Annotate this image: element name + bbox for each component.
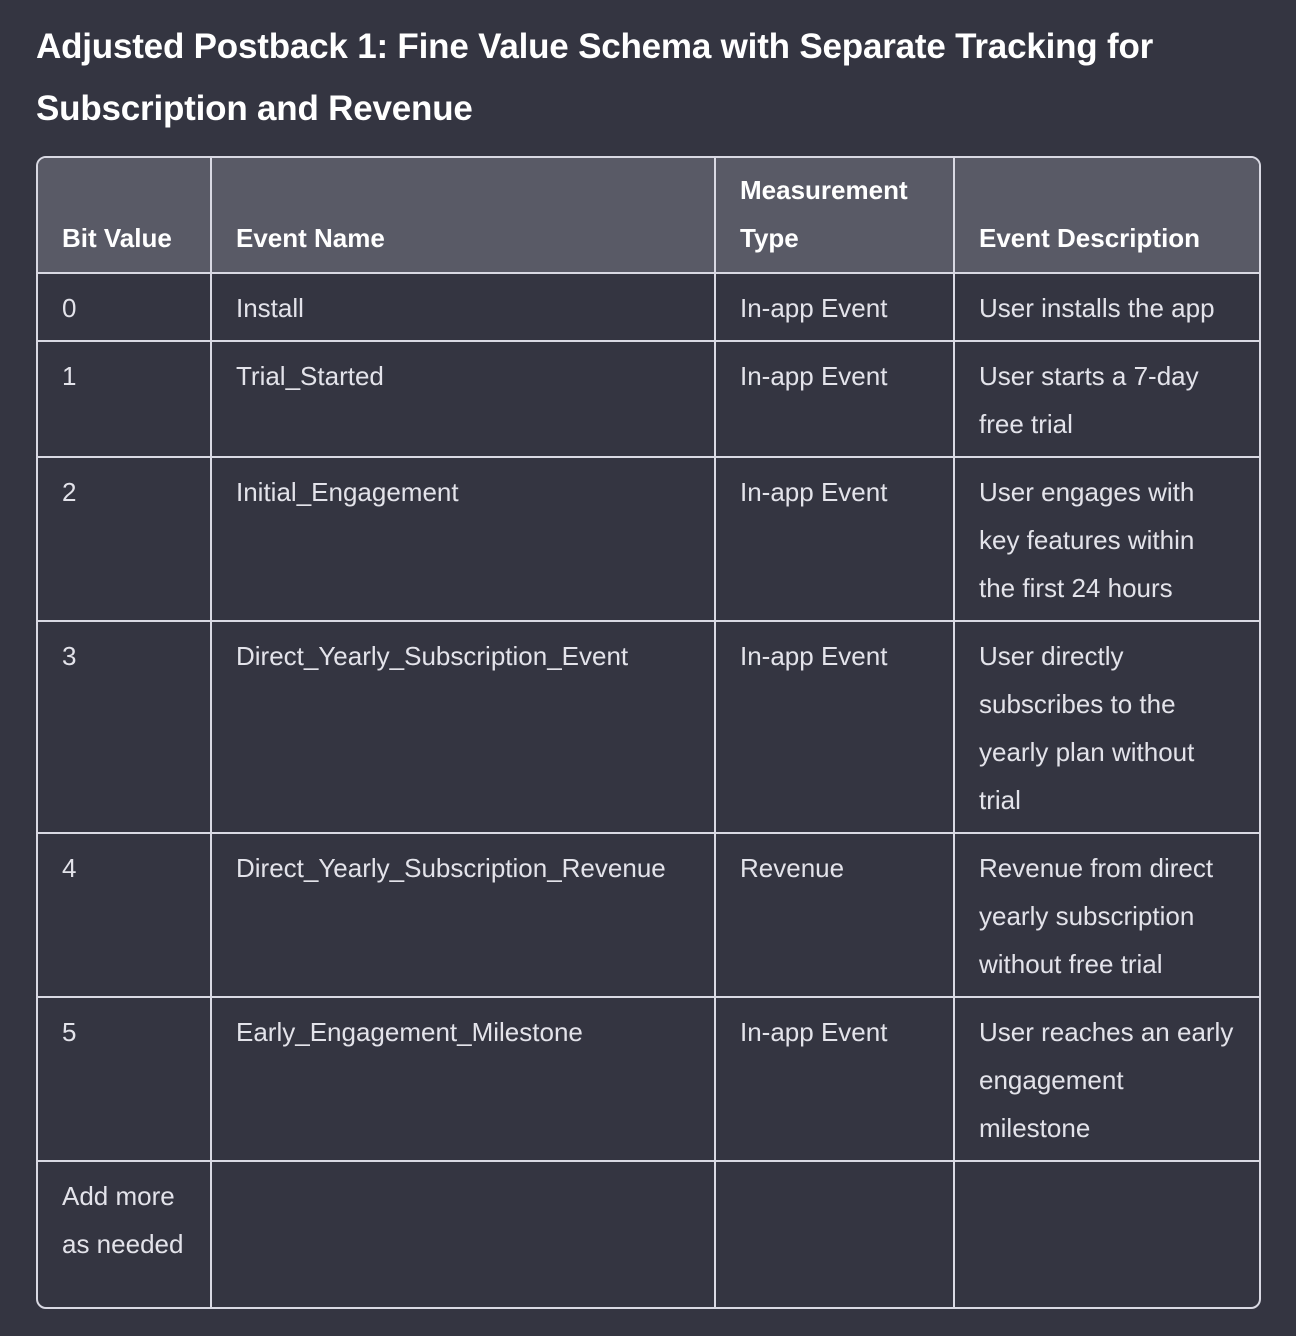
cell-bit-value: 4 [38,833,211,997]
schema-table-container [36,156,1261,1309]
cell-event-name: Direct_Yearly_Subscription_Revenue [211,833,715,997]
table-row [38,1161,1259,1309]
cell-event-name: Install [211,273,715,341]
section-heading: Adjusted Postback 1: Fine Value Schema with Separate Tracking for Subscription and Revenue [36,27,1154,128]
header-event-name: Event Name [211,158,715,273]
cell-measurement-type: In-app Event [715,341,954,457]
cell-bit-value: Add more as needed [38,1161,211,1309]
table-row [38,273,1259,341]
cell-measurement-type: In-app Event [715,997,954,1161]
cell-measurement-type: In-app Event [715,457,954,621]
cell-event-name [211,1161,715,1309]
cell-event-description: Revenue from direct yearly subscription without free trial [954,833,1259,997]
header-measurement-type: Measurement Type [715,158,954,273]
cell-measurement-type: Revenue [715,833,954,997]
cell-event-description: User starts a 7-day free trial [954,341,1259,457]
table-row [38,833,1259,997]
table-row [38,457,1259,621]
header-bit-value: Bit Value [38,158,211,273]
table-row [38,341,1259,457]
schema-table [38,158,1259,1309]
cell-bit-value: 2 [38,457,211,621]
cell-bit-value: 5 [38,997,211,1161]
cell-event-name: Trial_Started [211,341,715,457]
cell-event-description: User installs the app [954,273,1259,341]
cell-event-name: Early_Engagement_Milestone [211,997,715,1161]
cell-bit-value: 3 [38,621,211,833]
table-row [38,621,1259,833]
cell-event-description: User engages with key features within the first 24 hours [954,457,1259,621]
header-event-description: Event Description [954,158,1259,273]
cell-bit-value: 0 [38,273,211,341]
cell-bit-value: 1 [38,341,211,457]
table-row [38,997,1259,1161]
cell-measurement-type: In-app Event [715,621,954,833]
cell-event-description: User reaches an early engagement milestone [954,997,1259,1161]
table-header-row [38,158,1259,273]
cell-event-description [954,1161,1259,1309]
cell-measurement-type: In-app Event [715,273,954,341]
cell-event-description: User directly subscribes to the yearly plan without trial [954,621,1259,833]
cell-measurement-type [715,1161,954,1309]
cell-event-name: Initial_Engagement [211,457,715,621]
cell-event-name: Direct_Yearly_Subscription_Event [211,621,715,833]
